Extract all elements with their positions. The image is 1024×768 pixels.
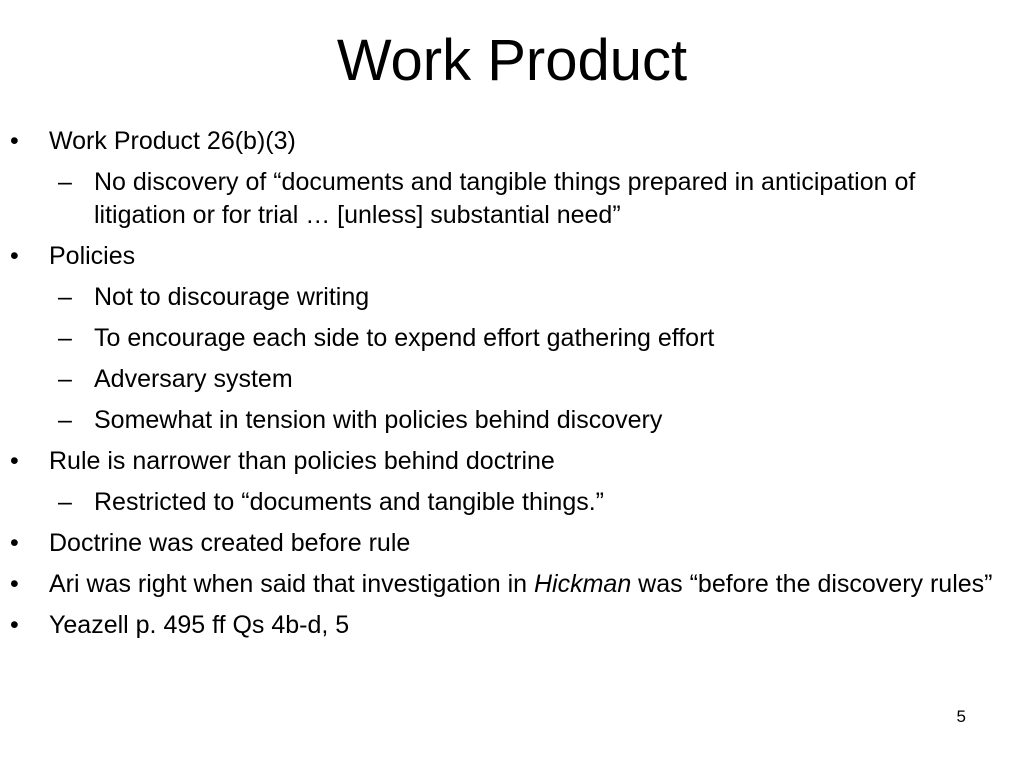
bullet-item (0, 125, 1024, 158)
sub-bullet-item (0, 166, 1024, 232)
sub-bullet-text: Restricted to “documents and tangible things.” (94, 488, 604, 516)
bullet-text: Doctrine was created before rule (49, 529, 411, 557)
sub-bullet-text: No discovery of “documents and tangible things prepared in anticipation of litigation or for trial … [unless] substantial need” (94, 168, 916, 229)
sub-bullet-item (0, 486, 1024, 519)
sub-bullet-text: To encourage each side to expend effort gathering effort (94, 324, 715, 352)
dash-icon: – (58, 168, 72, 196)
bullet-item (0, 240, 1024, 273)
bullet-item (0, 527, 1024, 560)
bullet-icon: • (10, 611, 19, 639)
bullet-item (0, 445, 1024, 478)
sub-bullet-text: Adversary system (94, 365, 293, 393)
dash-icon: – (58, 406, 72, 434)
sub-bullet-item (0, 404, 1024, 437)
bullet-icon: • (10, 570, 19, 598)
bullet-text-part: was “before the discovery rules” (631, 570, 993, 598)
sub-bullet-text: Not to discourage writing (94, 283, 370, 311)
sub-bullet-item (0, 322, 1024, 355)
sub-bullet-text: Somewhat in tension with policies behind discovery (94, 406, 663, 434)
bullet-list (0, 125, 1024, 650)
bullet-icon: • (10, 529, 19, 557)
sub-bullet-item (0, 363, 1024, 396)
bullet-text: Policies (49, 242, 136, 270)
bullet-icon: • (10, 242, 19, 270)
bullet-text-part: Ari was right when said that investigation in (49, 570, 534, 598)
sub-bullet-item (0, 281, 1024, 314)
bullet-text: Yeazell p. 495 ff Qs 4b-d, 5 (49, 611, 350, 639)
dash-icon: – (58, 365, 72, 393)
dash-icon: – (58, 283, 72, 311)
bullet-text: Work Product 26(b)(3) (49, 127, 296, 155)
bullet-text: Rule is narrower than policies behind doctrine (49, 447, 555, 475)
bullet-icon: • (10, 447, 19, 475)
bullet-text (49, 570, 993, 598)
bullet-icon: • (10, 127, 19, 155)
page-number: 5 (956, 707, 966, 726)
bullet-item (0, 568, 1024, 601)
bullet-item (0, 609, 1024, 642)
dash-icon: – (58, 324, 72, 352)
case-name-italic: Hickman (533, 570, 632, 598)
slide-title: Work Product (336, 28, 688, 93)
dash-icon: – (58, 488, 72, 516)
